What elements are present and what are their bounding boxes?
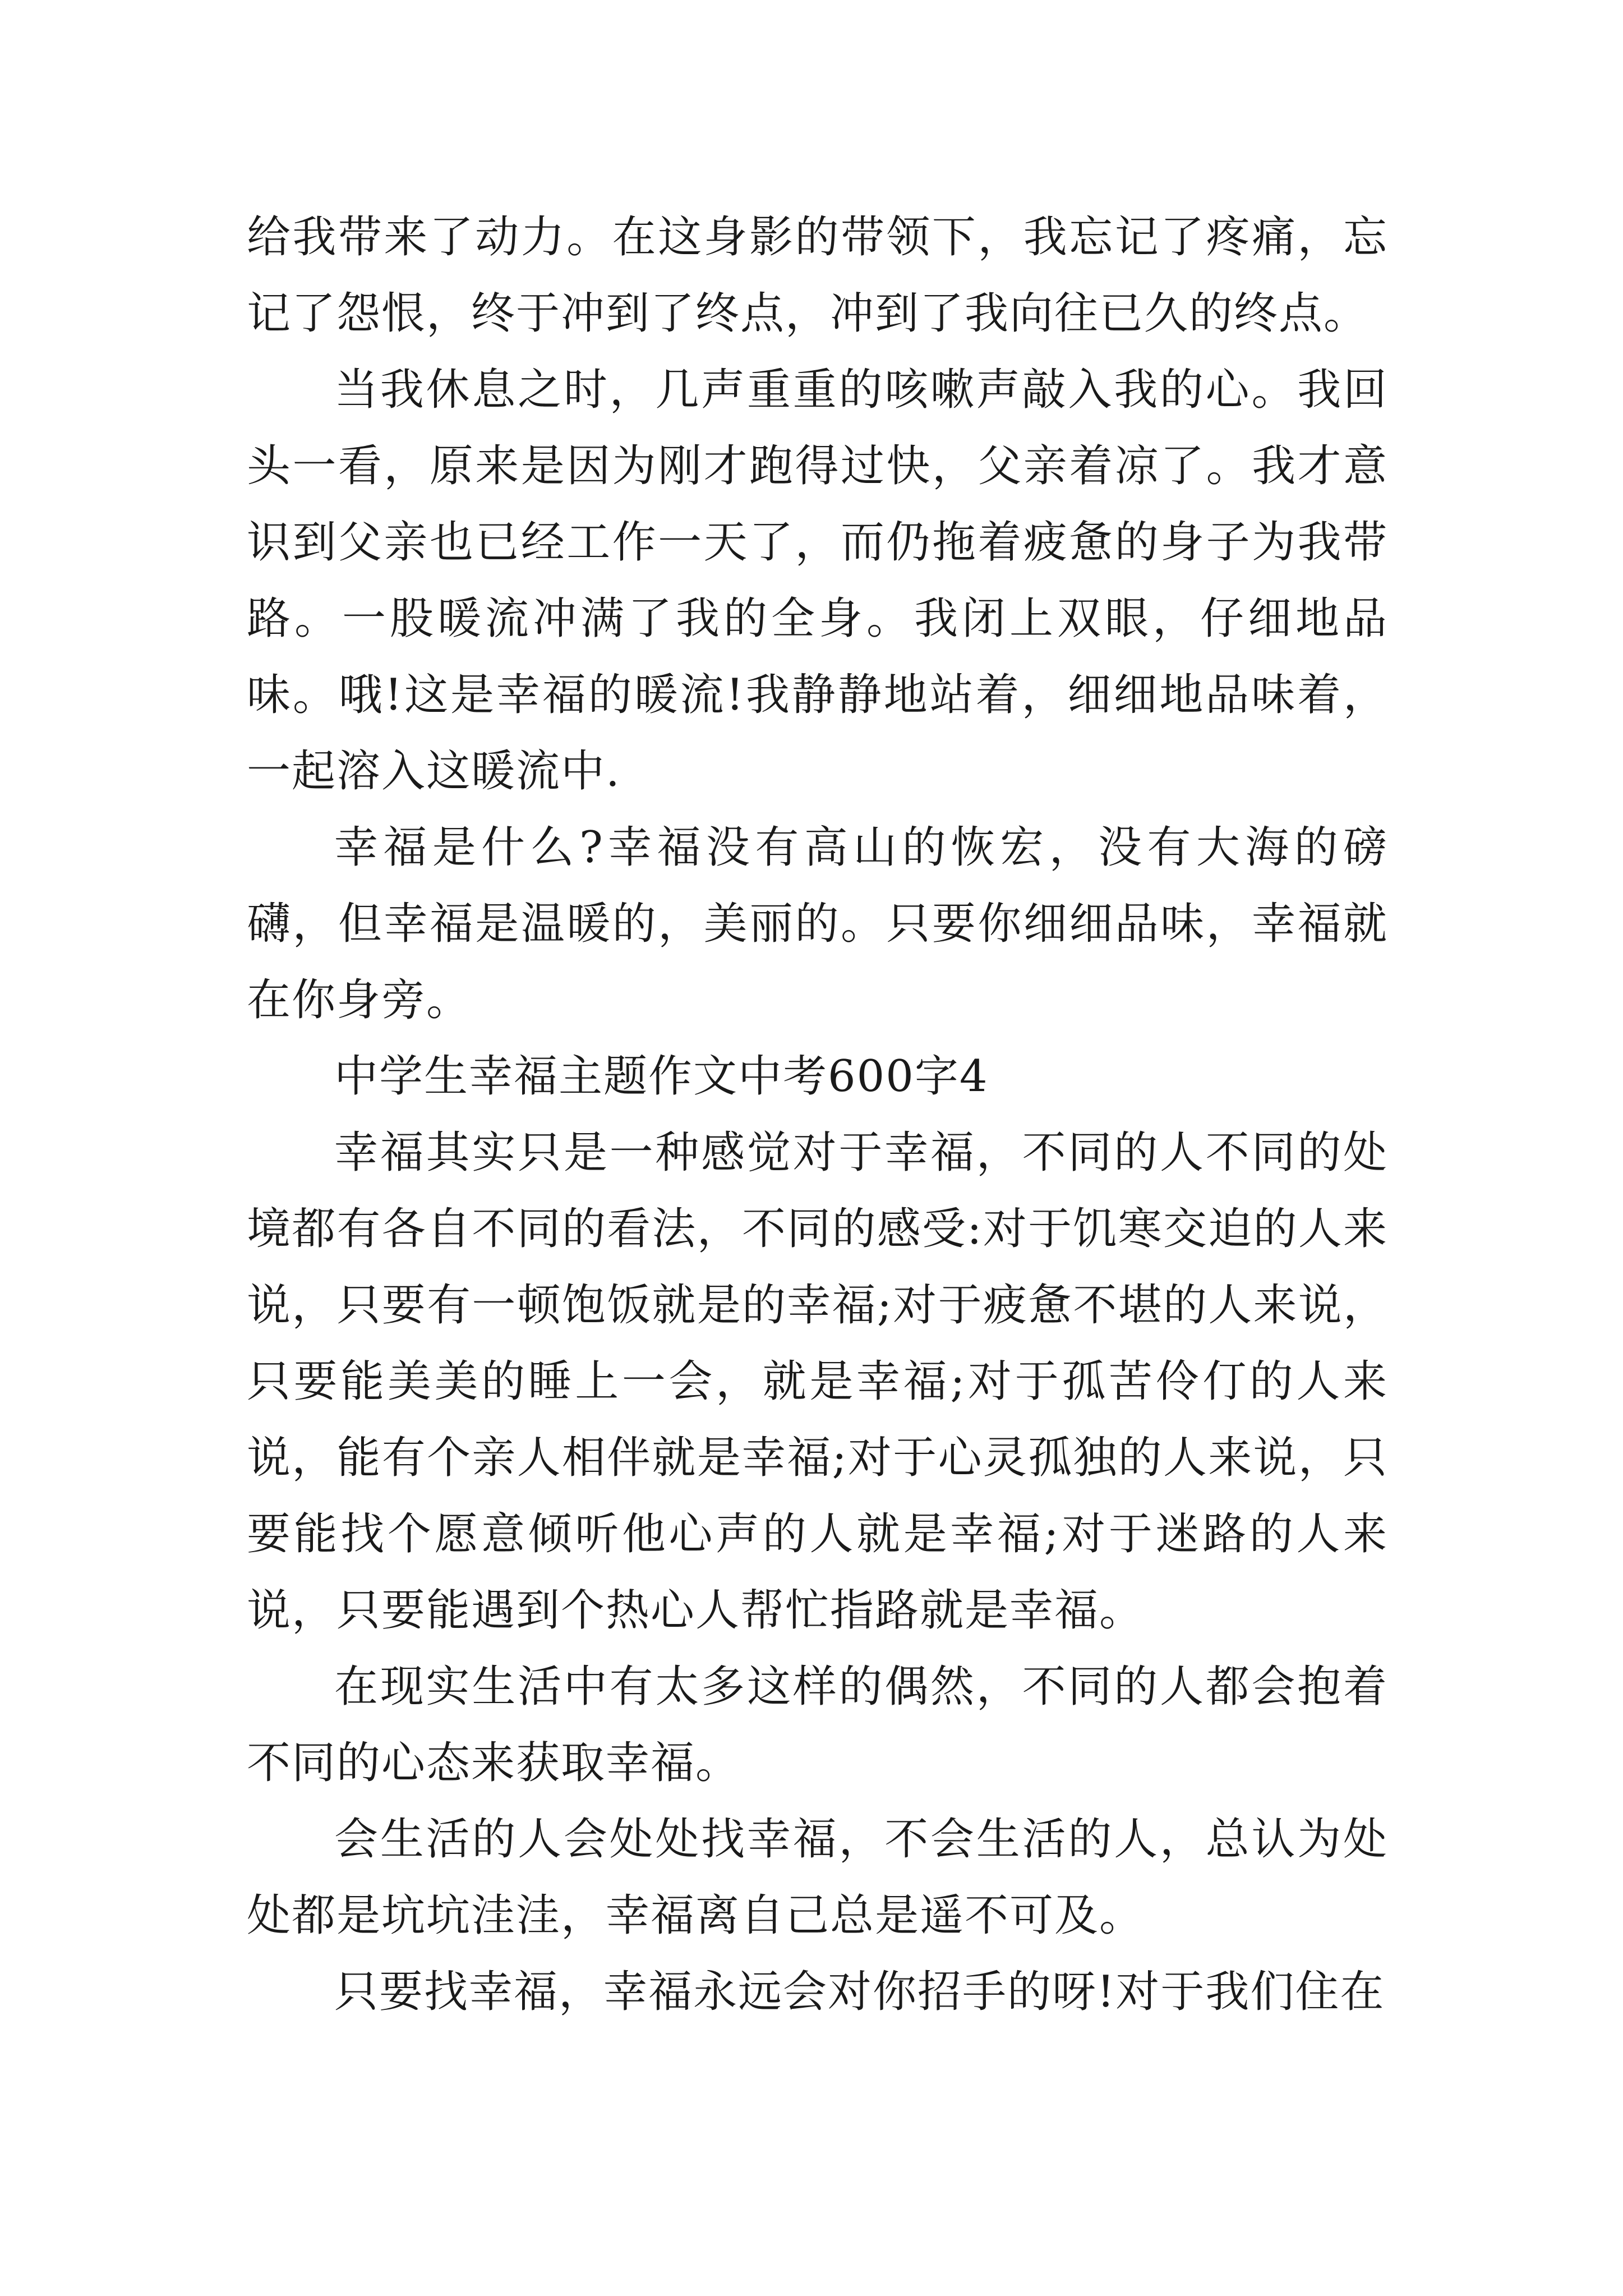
section-heading: 中学生幸福主题作文中考600字4 <box>334 1051 989 1102</box>
paragraph: 会生活的人会处处找幸福，不会生活的人，总认为处处都是坑坑洼洼，幸福离自己总是遥不可及。 <box>247 1814 1388 1941</box>
paragraph-continuation: 给我带来了动力。在这身影的带领下，我忘记了疼痛，忘记了怨恨，终于冲到了终点，冲到了我向往已久的终点。 <box>247 212 1388 339</box>
paragraph: 幸福其实只是一种感觉对于幸福，不同的人不同的处境都有各自不同的看法，不同的感受:对于饥寒交迫的人来说，只要有一顿饱饭就是的幸福;对于疲惫不堪的人来说，只要能美美的睡上一会，就是幸福;对于孤苦伶仃的人来说，能有个亲人相伴就是幸福;对于心灵孤独的人来说，只要能找个愿意倾听他心声的人就是幸福;对于迷路的人来说，只要能遇到个热心人帮忙指路就是幸福。 <box>247 1128 1388 1636</box>
paragraph: 只要找幸福，幸福永远会对你招手的呀!对于我们住在 <box>334 1967 1385 2017</box>
paragraph: 当我休息之时，几声重重的咳嗽声敲入我的心。我回头一看，原来是因为刚才跑得过快，父亲着凉了。我才意识到父亲也已经工作一天了，而仍拖着疲惫的身子为我带路。一股暖流冲满了我的全身。我闭上双眼，仔细地品味。哦!这是幸福的暖流!我静静地站着，细细地品味着，一起溶入这暖流中. <box>247 365 1388 797</box>
paragraph: 在现实生活中有太多这样的偶然，不同的人都会抱着不同的心态来获取幸福。 <box>247 1662 1388 1788</box>
paragraph: 幸福是什么?幸福没有高山的恢宏，没有大海的磅礴，但幸福是温暖的，美丽的。只要你细细品味，幸福就在你身旁。 <box>247 822 1388 1025</box>
document-body <box>247 199 1388 2030</box>
